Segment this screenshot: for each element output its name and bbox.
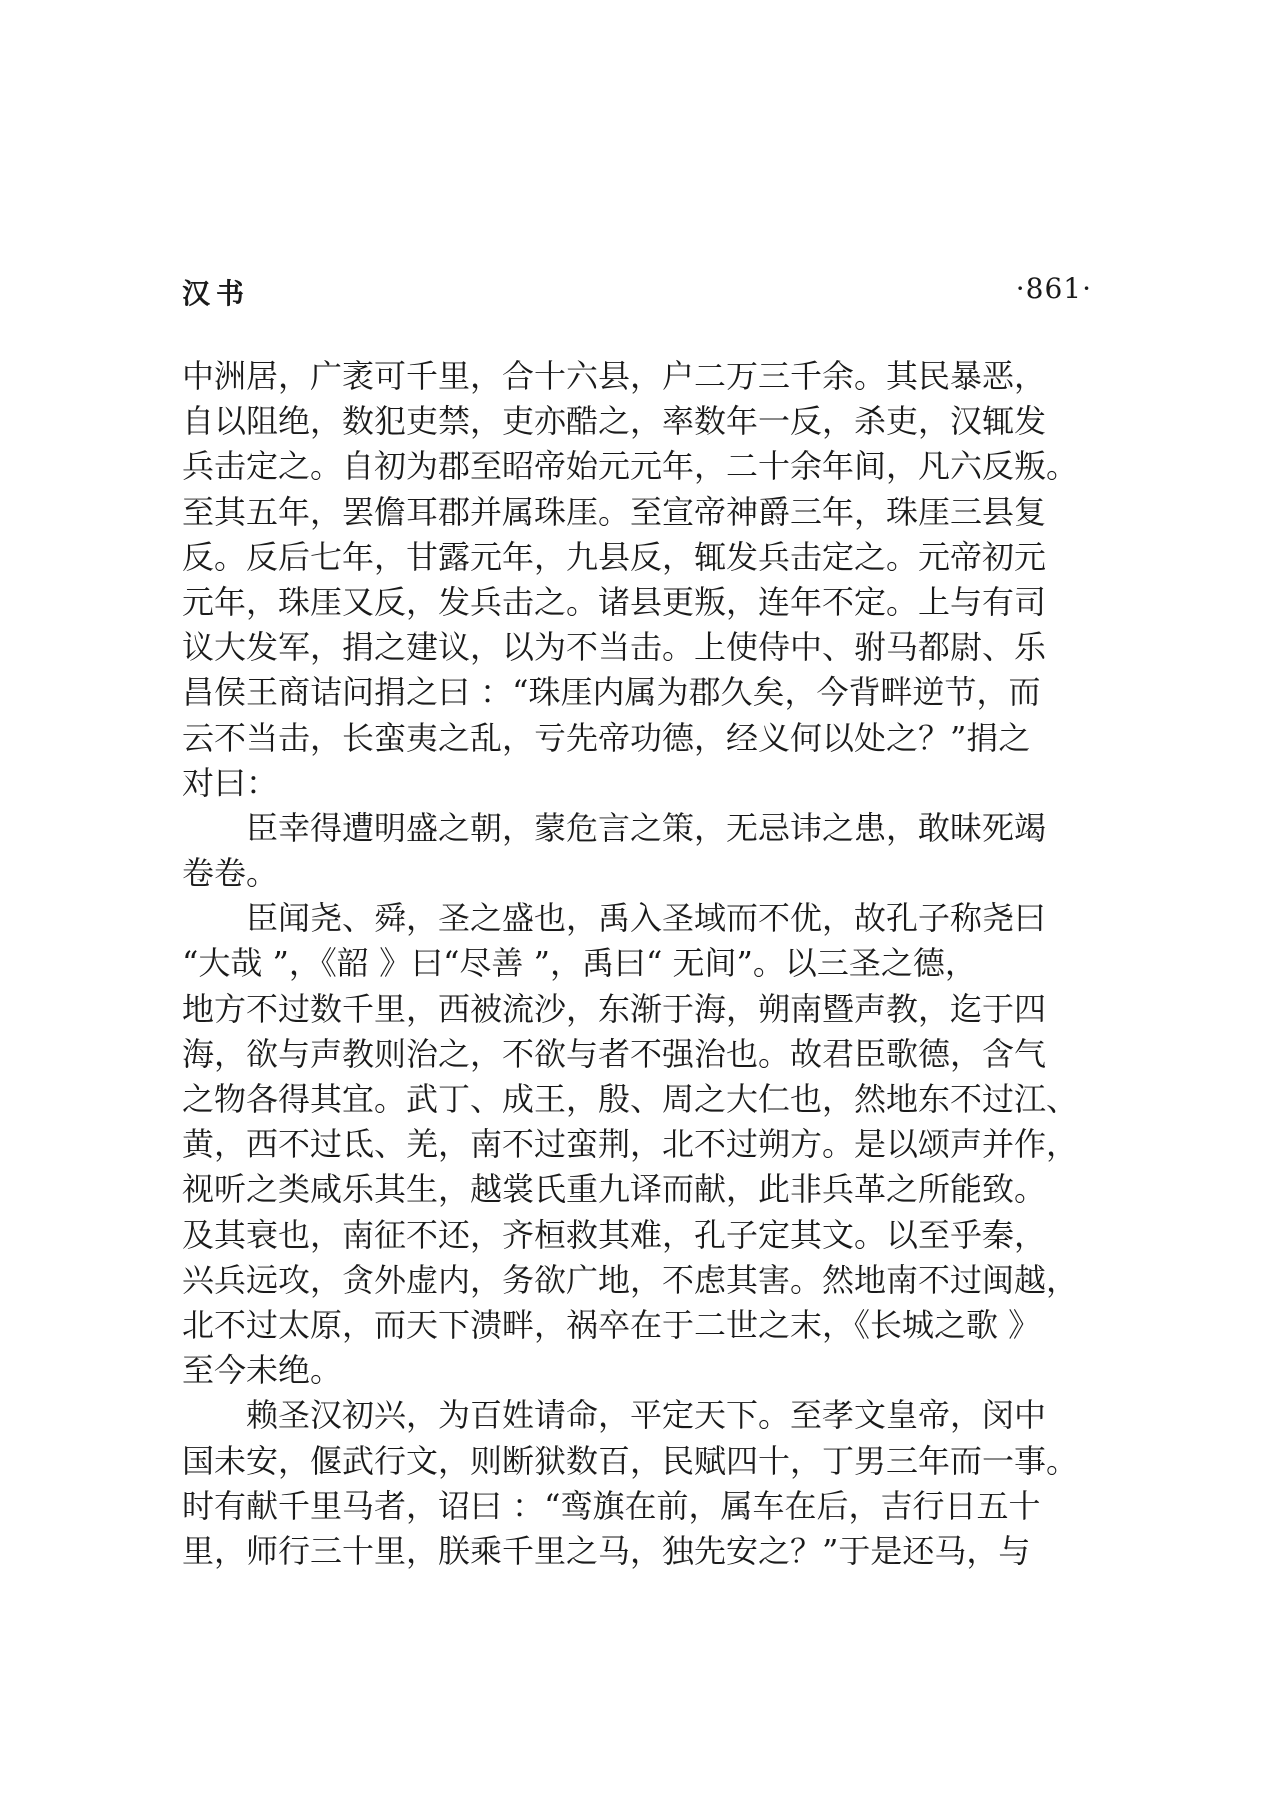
text-line: 至其五年，罢儋耳郡并属珠厓。至宣帝神爵三年，珠厓三县复: [182, 492, 1047, 531]
text-line: 黄，西不过氐、羌，南不过蛮荆，北不过朔方。是以颂声并作，: [182, 1125, 1079, 1164]
text-line: 赖圣汉初兴，为百姓请命，平定天下。至孝文皇帝，闵中: [246, 1396, 1047, 1435]
paragraph-2: [182, 806, 1092, 896]
running-head: [182, 272, 1092, 312]
text-line: 国未安，偃武行文，则断狱数百，民赋四十，丁男三年而一事。: [182, 1441, 1079, 1480]
text-line: 臣闻尧、舜，圣之盛也，禹入圣域而不优，故孔子称尧曰: [246, 899, 1047, 938]
text-line: 昌侯王商诘问捐之曰 ：“珠厓内属为郡久矣，今背畔逆节，而: [182, 673, 1041, 712]
paragraph-1: [182, 354, 1092, 806]
text-line: 之物各得其宜。武丁、成王，殷、周之大仁也，然地东不过江、: [182, 1080, 1079, 1118]
text-line: 至今未绝。: [182, 1351, 343, 1390]
text-line: 元年，珠厓又反，发兵击之。诸县更叛，连年不定。上与有司: [182, 582, 1047, 621]
text-line: 臣幸得遭明盛之朝，蒙危言之策，无忌讳之患，敢昧死竭: [246, 808, 1047, 847]
text-line: 议大发军，捐之建议，以为不当击。上使侍中、驸马都尉、乐: [182, 628, 1047, 667]
text-line: 视听之类咸乐其生，越裳氏重九译而献，此非兵革之所能致。: [182, 1170, 1047, 1209]
text-line: 云不当击，长蛮夷之乱，亏先帝功德，经义何以处之？”捐之: [182, 718, 1031, 757]
text-line: 时有献千里马者，诏曰 ：“鸾旗在前，属车在后，吉行日五十: [182, 1486, 1041, 1525]
text-line: 自以阻绝，数犯吏禁，吏亦酷之，率数年一反，杀吏，汉辄发: [182, 402, 1047, 441]
text-line: 兴兵远攻，贪外虚内，务欲广地，不虑其害。然地南不过闽越，: [182, 1260, 1079, 1299]
text-line: 兵击定之。自初为郡至昭帝始元元年，二十余年间，凡六反叛。: [182, 447, 1079, 486]
text-line: 里，师行三十里，朕乘千里之马，独先安之？”于是还马，与: [182, 1531, 1031, 1570]
text-line: 海，欲与声教则治之，不欲与者不强治也。故君臣歌德，含气: [182, 1034, 1047, 1073]
page-number: ·861·: [1015, 272, 1092, 305]
book-title: 汉书: [182, 277, 251, 310]
paragraph-4: [182, 1393, 1092, 1574]
paragraph-3: [182, 896, 1092, 1393]
text-line: 北不过太原，而天下溃畔，祸卒在于二世之末，《长城之歌 》: [182, 1305, 1041, 1344]
text-line: 及其衰也，南征不还，齐桓救其难，孔子定其文。以至乎秦，: [182, 1215, 1047, 1254]
text-line: 地方不过数千里，西被流沙，东渐于海，朔南暨声教，迄于四: [182, 989, 1047, 1028]
text-line: 对曰：: [182, 763, 279, 802]
text-line: 中洲居，广袤可千里，合十六县，户二万三千余。其民暴恶，: [182, 357, 1047, 395]
text-line: 卷卷。: [182, 854, 279, 893]
text-line: 反。反后七年，甘露元年，九县反，辄发兵击定之。元帝初元: [182, 537, 1047, 576]
body-text: [182, 354, 1092, 1574]
text-line: “大哉 ”，《韶 》曰“尽善 ”，禹曰“ 无间”。以三圣之德，: [182, 944, 977, 983]
